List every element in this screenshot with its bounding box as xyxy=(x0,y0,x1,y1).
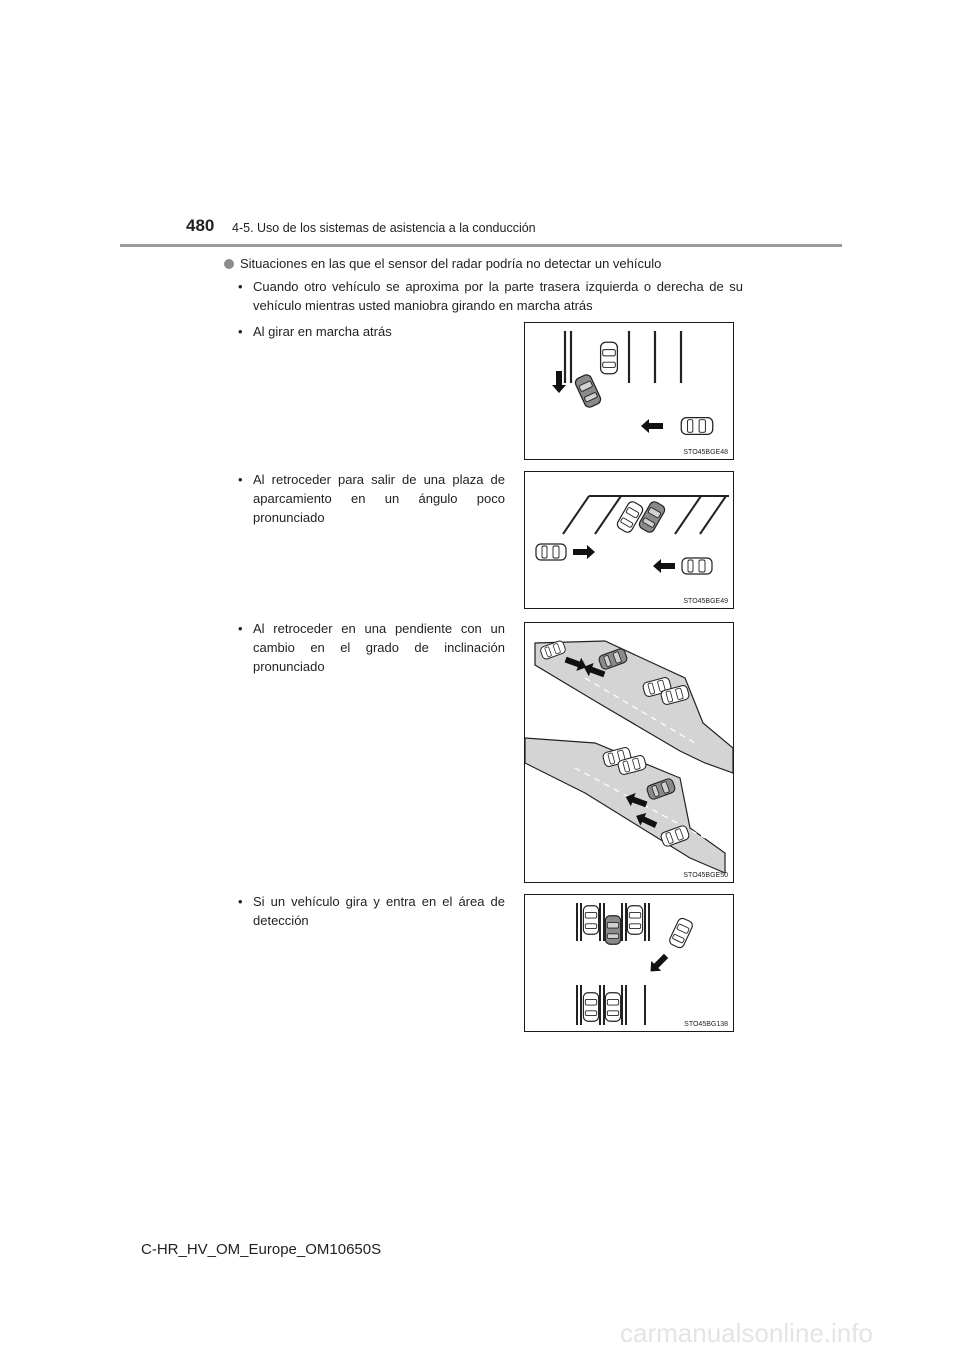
site-watermark: carmanualsonline.info xyxy=(620,1318,873,1348)
item-text-1 xyxy=(238,322,505,341)
car-icon xyxy=(601,342,618,374)
car-icon xyxy=(536,544,566,560)
subheading xyxy=(224,256,661,271)
bullet-mark: • xyxy=(238,279,243,294)
item-text: Si un vehículo gira y entra en el área de detección xyxy=(253,894,505,928)
car-icon xyxy=(583,993,598,1022)
item-text-2 xyxy=(238,470,505,527)
figure-shallow-angle-parking xyxy=(524,471,734,609)
figure-turning-into-detection-area xyxy=(524,894,734,1032)
bullet-circle-icon xyxy=(224,259,234,269)
car-icon xyxy=(574,373,603,409)
car-icon xyxy=(668,917,694,949)
intro-bullet-text: Cuando otro vehículo se aproxima por la parte trasera izquierda o derecha de su vehículo mientras usted maniobra girando en marcha atrás xyxy=(253,279,743,313)
figure-slope-reversing xyxy=(524,622,734,883)
intro-bullet xyxy=(238,277,743,315)
car-icon xyxy=(682,558,712,574)
item-text-3 xyxy=(238,619,505,676)
arrow-icon xyxy=(641,419,663,433)
car-icon xyxy=(583,906,598,935)
car-icon xyxy=(681,418,713,435)
arrow-icon xyxy=(573,545,595,559)
figure-code: STO45BGE49 xyxy=(683,598,728,605)
item-text-4 xyxy=(238,892,505,930)
footer-doc-id: C-HR_HV_OM_Europe_OM10650S xyxy=(141,1241,382,1258)
header-rule xyxy=(120,244,842,247)
arrow-icon xyxy=(646,951,671,976)
car-icon xyxy=(605,993,620,1022)
bullet-mark: • xyxy=(238,894,243,909)
arrow-icon xyxy=(653,559,675,573)
item-text: Al retroceder en una pendiente con un cambio en el grado de inclinación pronunciado xyxy=(253,621,505,674)
figure-reverse-turn xyxy=(524,322,734,460)
subheading-text: Situaciones en las que el sensor del radar podría no detectar un vehículo xyxy=(240,256,662,271)
figure-code: STO45BGE50 xyxy=(683,872,728,879)
item-text: Al girar en marcha atrás xyxy=(253,324,392,339)
car-icon xyxy=(616,500,645,534)
car-icon xyxy=(638,500,667,534)
car-icon xyxy=(627,906,642,935)
figure-code: STO45BGE48 xyxy=(683,449,728,456)
car-icon xyxy=(605,916,620,945)
item-text: Al retroceder para salir de una plaza de aparcamiento en un ángulo poco pronunciado xyxy=(253,472,505,525)
page-number: 480 xyxy=(186,216,215,235)
bullet-mark: • xyxy=(238,472,243,487)
bullet-mark: • xyxy=(238,324,243,339)
figure-code: STO45BG138 xyxy=(684,1021,728,1028)
bullet-mark: • xyxy=(238,621,243,636)
running-head: 4-5. Uso de los sistemas de asistencia a la conducción xyxy=(232,221,536,235)
